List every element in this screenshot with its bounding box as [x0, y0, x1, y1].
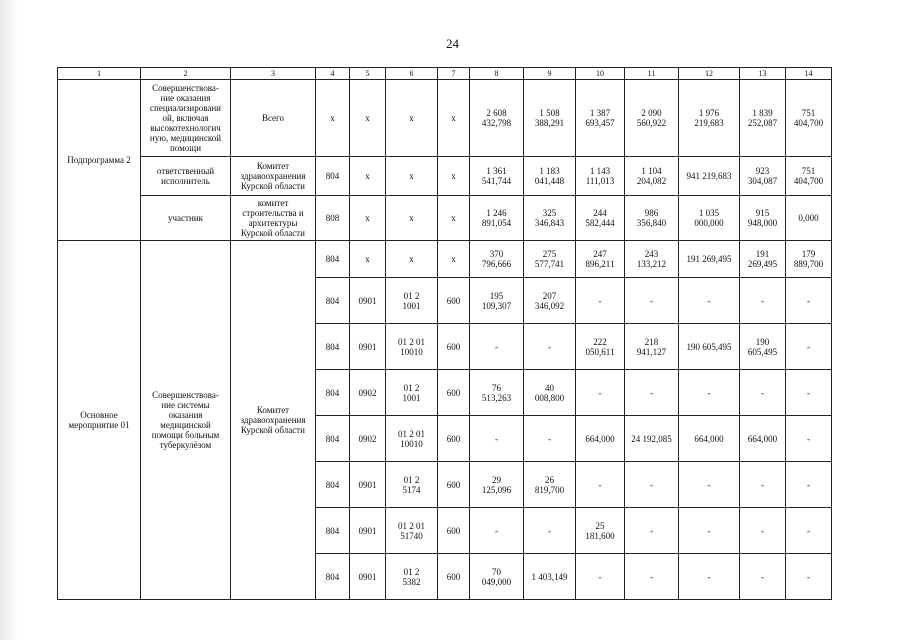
table-cell: 0901	[350, 462, 386, 508]
table-cell: 600	[438, 554, 470, 600]
table-cell: 2 608 432,798	[470, 80, 524, 157]
table-cell: -	[679, 508, 740, 554]
table-cell: х	[386, 196, 438, 241]
table-cell: х	[386, 80, 438, 157]
table-cell: 804	[316, 554, 350, 600]
table-cell: 01 2 1001	[386, 278, 438, 324]
table-cell: 191 269,495	[740, 241, 786, 278]
table-cell: 195 109,307	[470, 278, 524, 324]
table-cell: 804	[316, 508, 350, 554]
column-number-cell: 11	[625, 68, 679, 80]
table-cell: 600	[438, 370, 470, 416]
table-cell: -	[576, 462, 625, 508]
table-cell: 01 2 01 10010	[386, 416, 438, 462]
table-cell: -	[524, 324, 576, 370]
table-cell: -	[625, 508, 679, 554]
page-number: 24	[446, 36, 459, 51]
table-cell: ответственный исполнитель	[141, 157, 231, 196]
table-cell: х	[438, 80, 470, 157]
table-cell: Всего	[231, 80, 316, 157]
table-cell: 751 404,700	[786, 80, 832, 157]
table-cell: 01 2 01 51740	[386, 508, 438, 554]
table-cell: 247 896,211	[576, 241, 625, 278]
table-cell: 24 192,085	[625, 416, 679, 462]
table-cell: х	[386, 157, 438, 196]
budget-table	[57, 67, 832, 600]
column-number-cell: 9	[524, 68, 576, 80]
table-cell: -	[679, 278, 740, 324]
table-row	[58, 157, 832, 196]
table-cell: 751 404,700	[786, 157, 832, 196]
table-cell: -	[524, 416, 576, 462]
table-cell: -	[625, 462, 679, 508]
table-cell: 25 181,600	[576, 508, 625, 554]
table-cell: 244 582,444	[576, 196, 625, 241]
table-cell: 275 577,741	[524, 241, 576, 278]
table-cell: -	[625, 370, 679, 416]
table-cell: 600	[438, 324, 470, 370]
column-number-cell: 3	[231, 68, 316, 80]
table-cell: 26 819,700	[524, 462, 576, 508]
table-cell: 207 346,092	[524, 278, 576, 324]
table-cell: 804	[316, 278, 350, 324]
column-number-cell: 1	[58, 68, 141, 80]
table-cell: 1 183 041,448	[524, 157, 576, 196]
table-body	[58, 68, 832, 600]
table-cell: 0901	[350, 278, 386, 324]
table-cell: 325 346,843	[524, 196, 576, 241]
table-cell: 40 008,800	[524, 370, 576, 416]
table-cell: 804	[316, 157, 350, 196]
table-cell: 664,000	[679, 416, 740, 462]
column-number-cell: 8	[470, 68, 524, 80]
table-cell: -	[786, 554, 832, 600]
table-cell: 0902	[350, 416, 386, 462]
table-cell: -	[470, 416, 524, 462]
table-cell: 0901	[350, 554, 386, 600]
table-cell: 0901	[350, 324, 386, 370]
table-cell: 76 513,263	[470, 370, 524, 416]
table-cell: 1 361 541,744	[470, 157, 524, 196]
table-cell: х	[438, 196, 470, 241]
table-cell: 1 508 388,291	[524, 80, 576, 157]
table-cell: х	[350, 157, 386, 196]
table-cell: 808	[316, 196, 350, 241]
table-cell: -	[470, 324, 524, 370]
table-cell: 941 219,683	[679, 157, 740, 196]
column-number-cell: 6	[386, 68, 438, 80]
table-cell: х	[350, 196, 386, 241]
table-cell: -	[786, 278, 832, 324]
table-cell: комитет строительства и архитектуры Курской области	[231, 196, 316, 241]
table-cell: -	[679, 462, 740, 508]
table-cell: 600	[438, 508, 470, 554]
table-cell: 1 387 693,457	[576, 80, 625, 157]
table-cell: 804	[316, 324, 350, 370]
table-cell: 1 104 204,082	[625, 157, 679, 196]
column-number-cell: 13	[740, 68, 786, 80]
column-number-cell: 12	[679, 68, 740, 80]
table-cell: 01 2 5382	[386, 554, 438, 600]
table-cell: 600	[438, 278, 470, 324]
table-cell: -	[576, 370, 625, 416]
table-cell: -	[740, 508, 786, 554]
table-cell: 804	[316, 462, 350, 508]
table-cell: 600	[438, 462, 470, 508]
subprogram-label: Подпрограмма 2	[58, 80, 141, 241]
table-cell: 804	[316, 416, 350, 462]
table-cell: -	[786, 508, 832, 554]
table-cell: 01 2 01 10010	[386, 324, 438, 370]
column-number-cell: 2	[141, 68, 231, 80]
table-cell: 0,000	[786, 196, 832, 241]
table-cell: -	[679, 554, 740, 600]
column-number-cell: 7	[438, 68, 470, 80]
table-cell: -	[625, 554, 679, 600]
column-number-cell: 5	[350, 68, 386, 80]
table-cell: -	[786, 324, 832, 370]
table-cell: 600	[438, 416, 470, 462]
table-cell: 179 889,700	[786, 241, 832, 278]
table-cell: х	[386, 241, 438, 278]
table-cell: -	[625, 278, 679, 324]
table-cell: -	[576, 554, 625, 600]
table-cell: -	[740, 278, 786, 324]
column-number-cell: 14	[786, 68, 832, 80]
table-cell: 1 403,149	[524, 554, 576, 600]
table-cell: х	[438, 157, 470, 196]
table-cell: Комитет здравоохранения Курской области	[231, 157, 316, 196]
header-row	[58, 68, 832, 80]
table-cell: -	[470, 508, 524, 554]
table-cell: 0901	[350, 508, 386, 554]
table-cell: -	[576, 278, 625, 324]
table-cell: -	[524, 508, 576, 554]
table-cell: х	[316, 80, 350, 157]
measure-description: Совершенствова- ние системы оказания медицинской помощи больным туберкулёзом	[141, 241, 231, 600]
table-cell: -	[786, 416, 832, 462]
table-cell: -	[740, 462, 786, 508]
table-cell: 1 143 111,013	[576, 157, 625, 196]
table-cell: 29 125,096	[470, 462, 524, 508]
table-cell: 218 941,127	[625, 324, 679, 370]
table-cell: х	[350, 241, 386, 278]
table-cell: 1 976 219,683	[679, 80, 740, 157]
table-row	[58, 196, 832, 241]
table-cell: участник	[141, 196, 231, 241]
measure-executor: Комитет здравоохранения Курской области	[231, 241, 316, 600]
table-cell: 664,000	[740, 416, 786, 462]
table-cell: -	[786, 370, 832, 416]
table-cell: 190 605,495	[740, 324, 786, 370]
table-cell: 2 090 560,922	[625, 80, 679, 157]
table-cell: 1 035 000,000	[679, 196, 740, 241]
table-cell: 01 2 1001	[386, 370, 438, 416]
table-cell: 222 050,611	[576, 324, 625, 370]
table-cell: 70 049,000	[470, 554, 524, 600]
table-cell: х	[438, 241, 470, 278]
table-cell: 915 948,000	[740, 196, 786, 241]
table-cell: 1 246 891,054	[470, 196, 524, 241]
table-cell: -	[740, 554, 786, 600]
table-cell: 01 2 5174	[386, 462, 438, 508]
table-cell: 1 839 252,087	[740, 80, 786, 157]
column-number-cell: 4	[316, 68, 350, 80]
table-row	[58, 80, 832, 157]
table-cell: -	[786, 462, 832, 508]
table-cell: -	[679, 370, 740, 416]
table-cell: 243 133,212	[625, 241, 679, 278]
table-row	[58, 241, 832, 278]
column-number-cell: 10	[576, 68, 625, 80]
table-cell: 986 356,840	[625, 196, 679, 241]
table-cell: 191 269,495	[679, 241, 740, 278]
table-cell: 0902	[350, 370, 386, 416]
measure-label: Основное мероприятие 01	[58, 241, 141, 600]
table-cell: -	[740, 370, 786, 416]
table-cell: 804	[316, 370, 350, 416]
table-cell: 370 796,666	[470, 241, 524, 278]
table-cell: 664,000	[576, 416, 625, 462]
table-cell: х	[350, 80, 386, 157]
table-cell: 923 304,087	[740, 157, 786, 196]
table-cell: Совершенствова- ние оказания специализировани ой, включая высокотехнологич ную, медицинской помощи	[141, 80, 231, 157]
table-cell: 190 605,495	[679, 324, 740, 370]
scan-left-shadow	[0, 0, 18, 640]
table-cell: 804	[316, 241, 350, 278]
